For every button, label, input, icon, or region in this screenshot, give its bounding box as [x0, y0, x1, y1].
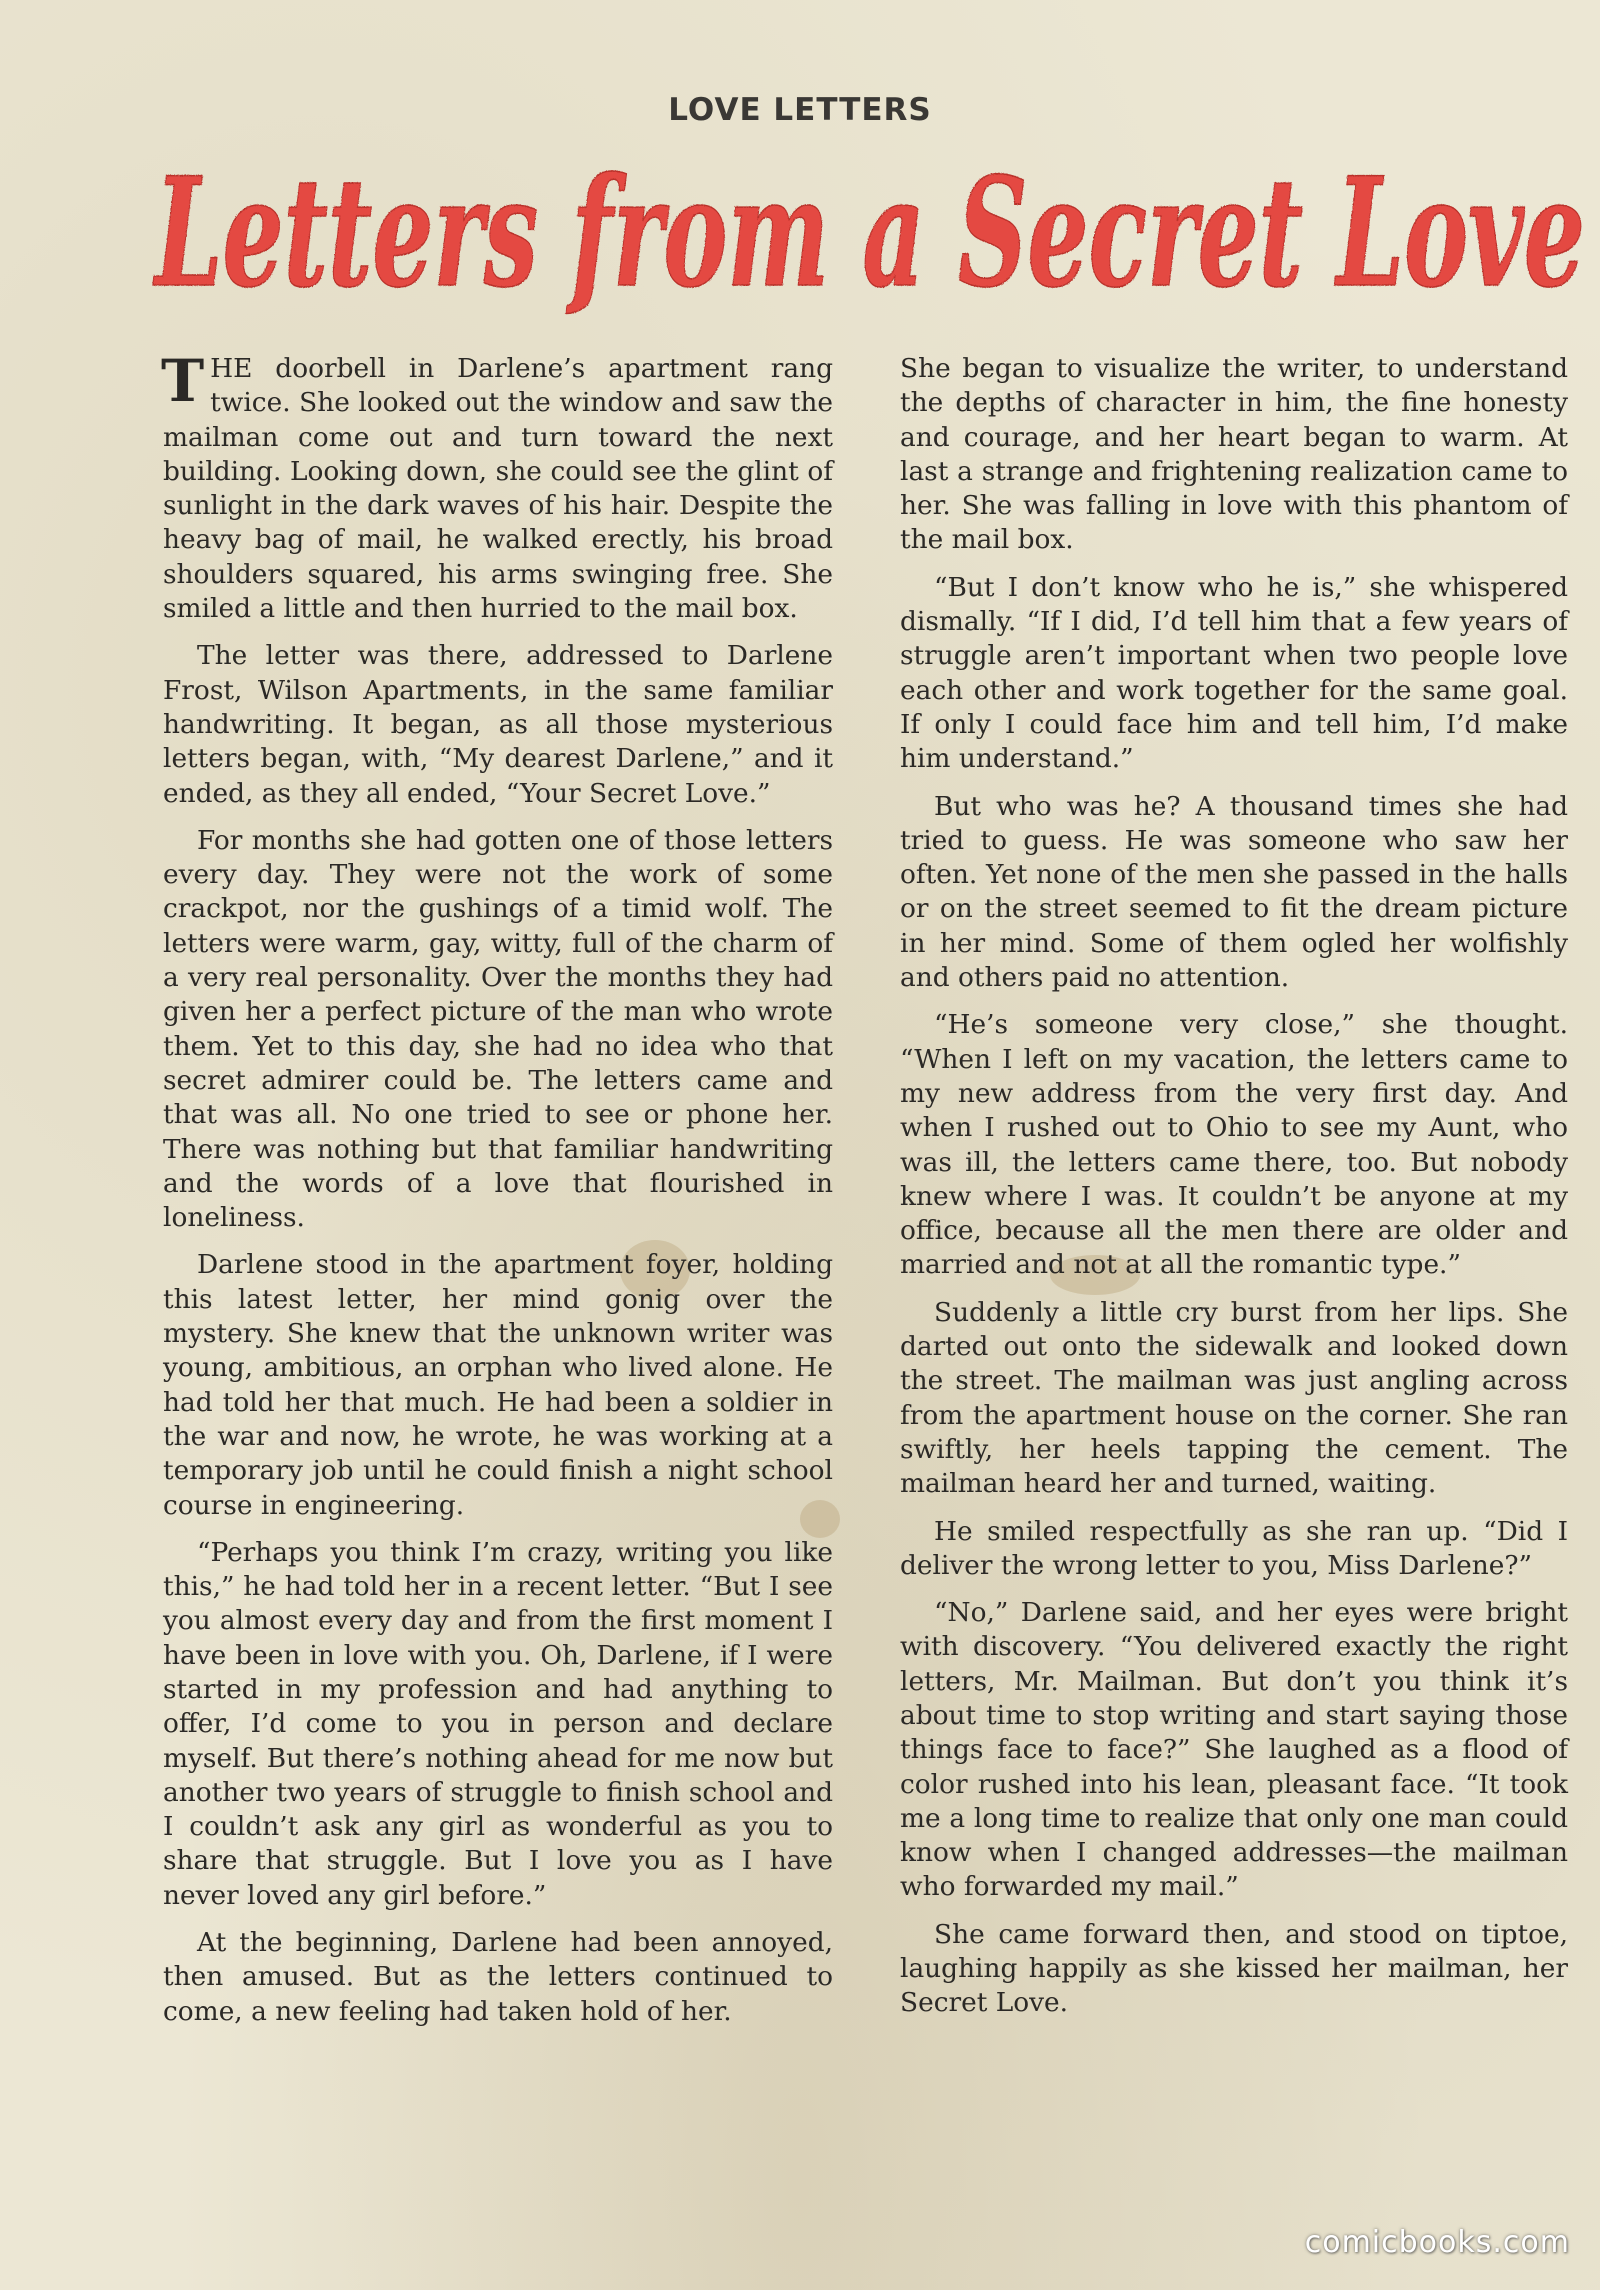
story-paragraph: [900, 1008, 1568, 1282]
paragraph-text: “Perhaps you think I’m crazy, writing you like this,” he had told her in a recent letter. “But I see you almost every day and from the first moment I have been in love with you. Oh, Darlene, if I were started in my profession and had anything to offer, I’d come to you in person and declare myself. But there’s nothing ahead for me now but another two years of struggle to finish school and I couldn’t ask any girl as wonderful as you to share that struggle. But I love you as I have never loved any girl before.”: [163, 1536, 833, 1911]
paragraph-text: She came forward then, and stood on tiptoe, laughing happily as she kissed her mailman, her Secret Love.: [900, 1918, 1568, 2019]
story-paragraph: [163, 1926, 833, 2029]
story-paragraph: [900, 1918, 1568, 2021]
story-paragraph: [900, 352, 1568, 558]
story-paragraph: [900, 1596, 1568, 1905]
paragraph-text: Darlene stood in the apartment foyer, holding this latest letter, her mind gonig over the mystery. She knew that the unknown writer was young, ambitious, an orphan who lived alone. He had told her that much. He had been a soldier in the war and now, he wrote, he was working at a temporary job until he could finish a night school course in engineering.: [163, 1249, 833, 1521]
paragraph-text: The letter was there, addressed to Darlene Frost, Wilson Apartments, in the same familiar handwriting. It began, as all those mysterious letters began, with, “My dearest Darlene,” and it ended, as they all ended, “Your Secret Love.”: [163, 640, 833, 809]
paragraph-text: For months she had gotten one of those letters every day. They were not the work of some crackpot, nor the gushings of a timid wolf. The letters were warm, gay, witty, full of the charm of a very real personality. Over the months they had given her a perfect picture of the man who wrote them. Yet to this day, she had no idea who that secret admirer could be. The letters came and that was all. No one tried to see or phone her. There was nothing but that familiar handwriting and the words of a love that flourished in loneliness.: [163, 824, 833, 1234]
story-paragraph: [900, 571, 1568, 777]
right-column: [900, 352, 1568, 2034]
story-paragraph: [161, 347, 833, 626]
paragraph-text: He smiled respectfully as she ran up. “Did I deliver the wrong letter to you, Miss Darlene?”: [900, 1515, 1568, 1581]
paragraph-text: “He’s someone very close,” she thought. “When I left on my vacation, the letters came to my new address from the very first day. And when I rushed out to Ohio to see my Aunt, who was ill, the letters came there, too. But nobody knew where I was. It couldn’t be anyone at my office, because all the men there are older and married and not at all the romantic type.”: [900, 1009, 1568, 1281]
story-paragraph: [163, 824, 833, 1236]
story-paragraph: [900, 1296, 1568, 1502]
story-paragraph: [163, 1536, 833, 1913]
running-header: LOVE LETTERS: [668, 92, 932, 128]
story-paragraph: [900, 790, 1568, 996]
paragraph-text: But who was he? A thousand times she had tried to guess. He was someone who saw her often. Yet none of the men she passed in the halls or on the street seemed to fit the dream picture in her mind. Some of them ogled her wolfishly and others paid no attention.: [900, 790, 1568, 994]
drop-cap: T: [161, 347, 205, 415]
paragraph-text: At the beginning, Darlene had been annoyed, then amused. But as the letters continued to come, a new feeling had taken hold of her.: [163, 1927, 833, 2027]
story-paragraph: [163, 639, 833, 810]
story-paragraph: [163, 1248, 833, 1522]
paragraph-text: She began to visualize the writer, to understand the depths of character in him, the fine honesty and courage, and her heart began to warm. At last a strange and frightening realization came to her. She was falling in love with this phantom of the mail box.: [900, 353, 1568, 556]
site-watermark: comicbooks.com: [1304, 2225, 1570, 2260]
paragraph-text: HE doorbell in Darlene’s apartment rang twice. She looked out the window and saw the mailman come out and turn toward the next building. Looking down, she could see the glint of sunlight in the dark waves of his hair. Despite the heavy bag of mail, he walked erectly, his broad shoulders squared, his arms swinging free. She smiled a little and then hurried to the mail box.: [163, 353, 833, 625]
paragraph-text: “But I don’t know who he is,” she whispered dismally. “If I did, I’d tell him that a few years of struggle aren’t important when two people love each other and work together for the same goal. If only I could face him and tell him, I’d make him understand.”: [900, 571, 1568, 775]
story-title-text: Letters from a Secret Love: [152, 145, 1585, 321]
paragraph-text: Suddenly a little cry burst from her lips. She darted out onto the sidewalk and looked down the street. The mailman was just angling across from the apartment house on the corner. She ran swiftly, her heels tapping the cement. The mailman heard her and turned, waiting.: [900, 1296, 1568, 1500]
paragraph-text: “No,” Darlene said, and her eyes were bright with discovery. “You delivered exactly the right letters, Mr. Mailman. But don’t you think it’s about time to stop writing and start saying those things face to face?” She laughed as a flood of color rushed into his lean, pleasant face. “It took me a long time to realize that only one man could know when I changed addresses—the mailman who forwarded my mail.”: [900, 1597, 1568, 1903]
story-paragraph: [900, 1515, 1568, 1584]
story-title-lettering: [140, 120, 1600, 340]
story-title: [140, 120, 1600, 340]
left-column: [161, 347, 833, 2042]
